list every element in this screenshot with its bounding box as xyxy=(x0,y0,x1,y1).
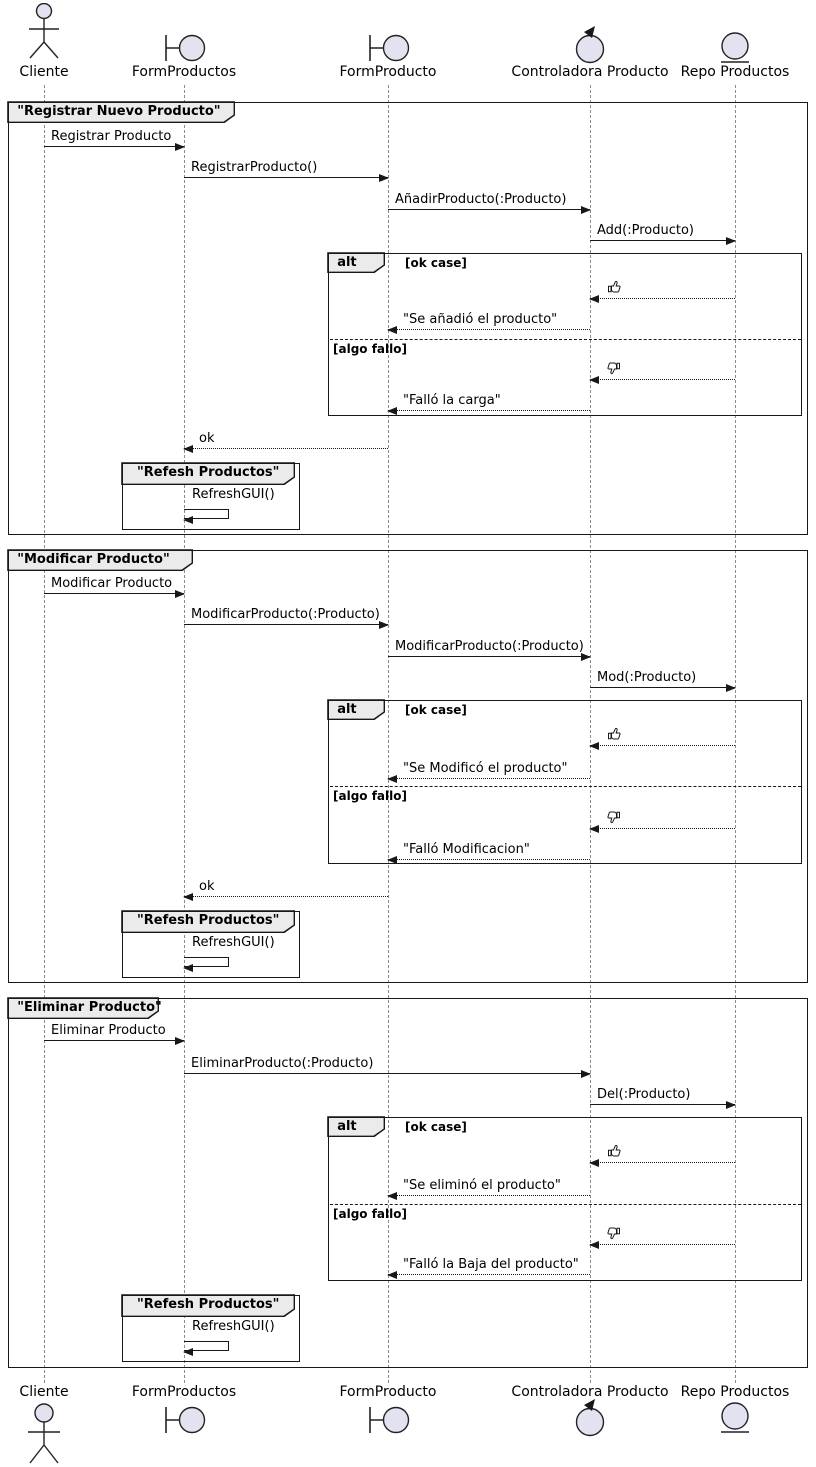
message-label: Del(:Producto) xyxy=(597,1087,691,1102)
return-fallo-modificacion xyxy=(388,842,590,860)
return-se-modifico xyxy=(388,761,590,779)
message-modificar-producto xyxy=(44,576,184,594)
arrowhead-left xyxy=(589,742,599,750)
arrowhead-left xyxy=(387,856,397,864)
group-eliminar-title: "Eliminar Producto" xyxy=(17,1000,162,1016)
guard-ok-case: [ok case] xyxy=(405,703,467,717)
actor-icon xyxy=(24,1402,64,1467)
self-message-refreshgui xyxy=(184,509,229,519)
message-modificarproducto-1 xyxy=(184,607,388,625)
arrowhead-right xyxy=(175,143,185,151)
message-add xyxy=(590,223,735,241)
alt-operator: alt xyxy=(337,255,357,271)
return-thumbs-up xyxy=(590,745,735,746)
message-registrar-producto xyxy=(44,129,184,147)
participant-label-controladora: Controladora Producto xyxy=(511,64,669,80)
message-label: "Falló la carga" xyxy=(403,393,501,408)
alt-fragment-frame xyxy=(328,253,802,416)
message-label: "Falló Modificacion" xyxy=(403,842,530,857)
return-se-anadio xyxy=(388,312,590,330)
arrowhead-left xyxy=(387,1192,397,1200)
return-thumbs-down xyxy=(590,379,735,380)
entity-icon xyxy=(718,30,752,64)
thumbs-down-icon xyxy=(606,809,622,825)
guard-algo-fallo: [algo fallo] xyxy=(333,789,407,803)
alt-operator: alt xyxy=(337,1119,357,1135)
arrowhead-left xyxy=(183,445,193,453)
participant-label-formproductos: FormProductos xyxy=(131,64,237,80)
return-thumbs-down xyxy=(590,1244,735,1245)
return-ok xyxy=(184,879,388,897)
group-refresh-tab xyxy=(121,1294,295,1317)
thumbs-up-icon xyxy=(606,279,622,295)
boundary-icon xyxy=(162,32,208,64)
arrowhead-left xyxy=(183,893,193,901)
participant-label-cliente: Cliente xyxy=(19,1384,69,1400)
message-label: "Se eliminó el producto" xyxy=(403,1178,561,1193)
boundary-icon xyxy=(366,32,412,64)
arrowhead-right xyxy=(726,1101,736,1109)
participant-label-formproductos: FormProductos xyxy=(131,1384,237,1400)
message-eliminar-producto xyxy=(44,1023,184,1041)
arrowhead-left xyxy=(387,326,397,334)
arrowhead-right xyxy=(581,653,591,661)
message-label: "Se añadió el producto" xyxy=(403,312,558,327)
alt-tab xyxy=(327,252,385,273)
group-refresh-title: "Refesh Productos" xyxy=(137,1297,280,1313)
thumbs-up-icon xyxy=(606,1143,622,1159)
arrowhead-left xyxy=(387,1271,397,1279)
return-thumbs-up xyxy=(590,298,735,299)
alt-tab xyxy=(327,699,385,720)
return-fallo-carga xyxy=(388,393,590,411)
guard-algo-fallo: [algo fallo] xyxy=(333,342,407,356)
message-label: AñadirProducto(:Producto) xyxy=(395,192,567,207)
refreshgui-label: RefreshGUI() xyxy=(192,935,275,950)
alt-fragment-frame xyxy=(328,700,802,864)
alt-divider xyxy=(330,1204,801,1221)
message-anadirproducto xyxy=(388,192,590,210)
arrowhead-left xyxy=(387,407,397,415)
participant-label-cliente: Cliente xyxy=(19,64,69,80)
participant-label-repo: Repo Productos xyxy=(680,64,790,80)
group-refresh-title: "Refesh Productos" xyxy=(137,913,280,929)
group-registrar-tab xyxy=(7,101,235,123)
group-modificar-tab xyxy=(7,549,193,571)
alt-divider xyxy=(330,786,801,803)
group-modificar-title: "Modificar Producto" xyxy=(17,552,170,568)
message-label: "Falló la Baja del producto" xyxy=(403,1257,579,1272)
return-fallo-baja xyxy=(388,1257,590,1275)
return-thumbs-down xyxy=(590,828,735,829)
group-registrar-title: "Registrar Nuevo Producto" xyxy=(17,104,221,120)
message-eliminarproducto-call xyxy=(184,1056,590,1074)
alt-tab xyxy=(327,1116,385,1137)
control-icon xyxy=(573,26,607,66)
boundary-icon xyxy=(366,1404,412,1436)
arrowhead-left xyxy=(589,295,599,303)
arrowhead-left xyxy=(183,964,193,972)
message-modificarproducto-2 xyxy=(388,639,590,657)
thumbs-down-icon xyxy=(606,1225,622,1241)
group-eliminar-tab xyxy=(7,997,162,1019)
guard-ok-case: [ok case] xyxy=(405,1120,467,1134)
arrowhead-right xyxy=(726,237,736,245)
group-refresh-tab xyxy=(121,462,295,485)
arrowhead-left xyxy=(387,775,397,783)
arrowhead-left xyxy=(589,376,599,384)
return-ok xyxy=(184,431,388,449)
arrowhead-right xyxy=(581,1070,591,1078)
arrowhead-left xyxy=(183,1348,193,1356)
message-label: Registrar Producto xyxy=(51,129,172,144)
arrowhead-right xyxy=(175,590,185,598)
message-del xyxy=(590,1087,735,1105)
arrowhead-left xyxy=(183,516,193,524)
return-thumbs-up xyxy=(590,1162,735,1163)
self-message-refreshgui xyxy=(184,957,229,967)
thumbs-down-icon xyxy=(606,360,622,376)
group-refresh-title: "Refesh Productos" xyxy=(137,465,280,481)
arrowhead-right xyxy=(726,684,736,692)
refreshgui-label: RefreshGUI() xyxy=(192,487,275,502)
participant-label-formproducto: FormProducto xyxy=(339,1384,437,1400)
arrowhead-right xyxy=(379,621,389,629)
participant-label-controladora: Controladora Producto xyxy=(511,1384,669,1400)
control-icon xyxy=(573,1399,607,1439)
participant-label-formproducto: FormProducto xyxy=(339,64,437,80)
guard-ok-case: [ok case] xyxy=(405,256,467,270)
return-se-elimino xyxy=(388,1178,590,1196)
message-label: ok xyxy=(199,879,215,894)
arrowhead-left xyxy=(589,1159,599,1167)
message-label: ModificarProducto(:Producto) xyxy=(395,639,584,654)
message-label: ok xyxy=(199,431,215,446)
message-label: EliminarProducto(:Producto) xyxy=(191,1056,374,1071)
arrowhead-left xyxy=(589,825,599,833)
message-label: Add(:Producto) xyxy=(597,223,695,238)
guard-algo-fallo: [algo fallo] xyxy=(333,1207,407,1221)
message-mod xyxy=(590,670,735,688)
boundary-icon xyxy=(162,1404,208,1436)
message-label: Modificar Producto xyxy=(51,576,173,591)
participant-label-repo: Repo Productos xyxy=(680,1384,790,1400)
arrowhead-right xyxy=(379,174,389,182)
group-refresh-tab xyxy=(121,910,295,933)
arrowhead-left xyxy=(589,1241,599,1249)
message-label: "Se Modificó el producto" xyxy=(403,761,568,776)
message-label: ModificarProducto(:Producto) xyxy=(191,607,380,622)
entity-icon xyxy=(718,1401,752,1435)
refreshgui-label: RefreshGUI() xyxy=(192,1319,275,1334)
message-registrarproducto-call xyxy=(184,160,388,178)
actor-icon xyxy=(24,3,64,61)
thumbs-up-icon xyxy=(606,726,622,742)
arrowhead-right xyxy=(581,206,591,214)
alt-operator: alt xyxy=(337,702,357,718)
arrowhead-right xyxy=(175,1037,185,1045)
message-label: Mod(:Producto) xyxy=(597,670,697,685)
message-label: RegistrarProducto() xyxy=(191,160,318,175)
self-message-refreshgui xyxy=(184,1341,229,1351)
message-label: Eliminar Producto xyxy=(51,1023,166,1038)
alt-divider xyxy=(330,339,801,356)
